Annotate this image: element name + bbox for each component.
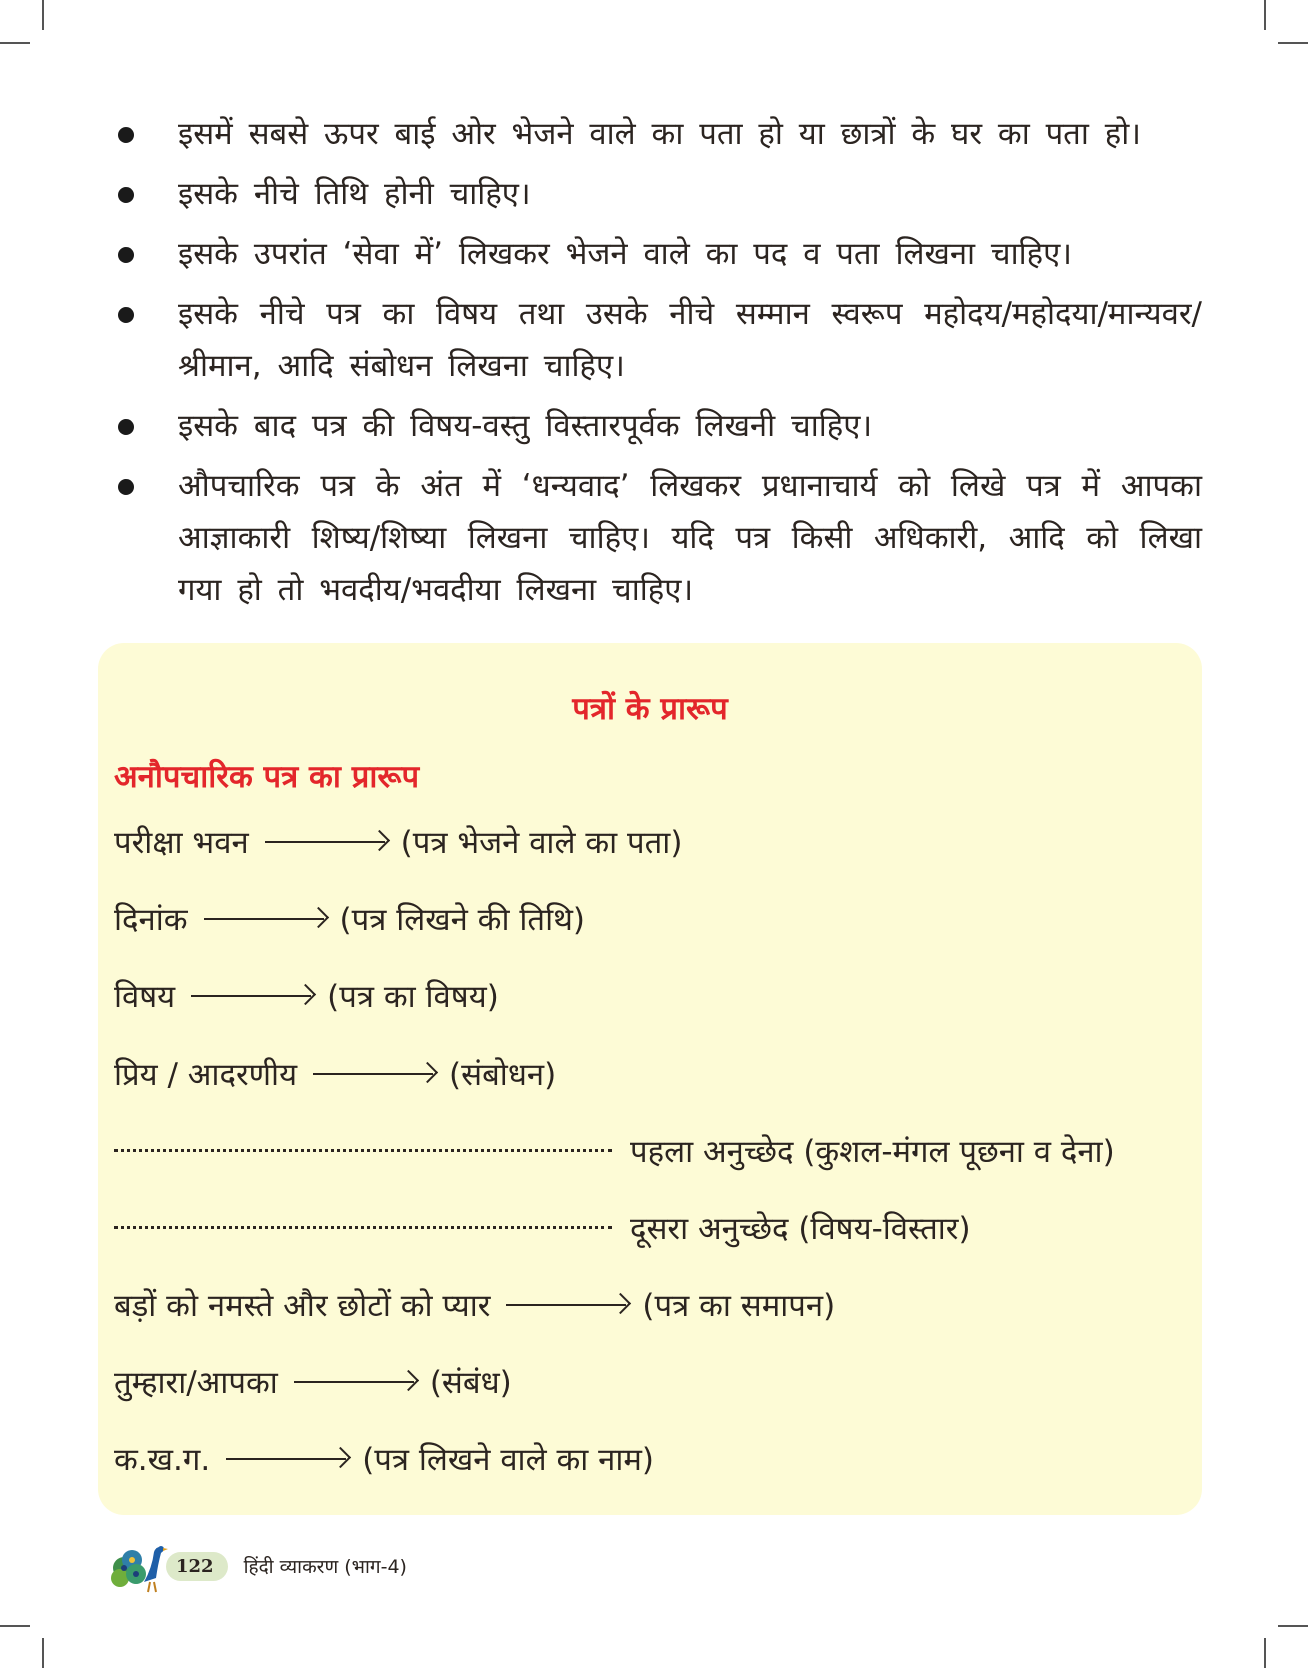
box-heading: पत्रों के प्रारूप [572,691,728,727]
row-label: दिनांक [114,902,188,938]
list-item: इसके नीचे तिथि होनी चाहिए। [110,168,1202,220]
letter-format-box [98,643,1202,1515]
dotted-line [114,1216,612,1229]
row-note: (पत्र लिखने की तिथि) [339,902,586,938]
row-label: विषय [114,979,176,1015]
row-label: परीक्षा भवन [114,825,249,861]
row-note: (पत्र भेजने वाले का पता) [400,825,683,861]
format-row-name [114,1438,654,1480]
row-label: बड़ों को नमस्ते और छोटों को प्यार [114,1288,491,1324]
bullet-icon [118,479,134,495]
format-row-date [114,898,585,940]
arrow-right-icon [294,1381,414,1383]
list-item: इसके उपरांत ‘सेवा में’ लिखकर भेजने वाले का पद व पता लिखना चाहिए। [110,228,1202,280]
bullet-icon [118,247,134,263]
arrow-right-icon [191,995,311,997]
rules-list [110,108,1202,624]
row-note: पहला अनुच्छेद (कुशल-मंगल पूछना व देना) [630,1134,1115,1170]
row-label: क.ख.ग. [114,1442,211,1478]
list-item: औपचारिक पत्र के अंत में ‘धन्यवाद’ लिखकर प्रधानाचार्य को लिखे पत्र में आपका आज्ञाकारी शिष्य/शिष्या लिखना चाहिए। यदि पत्र किसी अधिकारी, आदि को लिखा गया हो तो भवदीय/भवदीया लिखना चाहिए। [110,460,1202,616]
list-item: इसके नीचे पत्र का विषय तथा उसके नीचे सम्मान स्वरूप महोदय/महोदया/मान्यवर/ श्रीमान, आदि संबोधन लिखना चाहिए। [110,288,1202,392]
row-note: (पत्र का विषय) [327,979,499,1015]
format-row-paragraph-2 [114,1207,971,1249]
bullet-icon [118,187,134,203]
crop-mark [42,0,44,30]
arrow-right-icon [506,1304,626,1306]
row-note: (संबंध) [429,1365,512,1401]
arrow-right-icon [313,1073,433,1075]
format-row-closing [114,1284,835,1326]
bullet-icon [118,419,134,435]
row-note: दूसरा अनुच्छेद (विषय-विस्तार) [630,1211,971,1247]
crop-mark [0,1625,30,1627]
peacock-icon [110,1538,174,1594]
bullet-icon [118,307,134,323]
arrow-right-icon [265,841,385,843]
row-note: (पत्र लिखने वाले का नाम) [362,1442,655,1478]
format-row-salutation [114,1053,556,1095]
bullet-icon [118,127,134,143]
arrow-right-icon [226,1458,346,1460]
format-row-paragraph-1 [114,1130,1115,1172]
crop-mark [1264,1638,1266,1668]
box-subheading: अनौपचारिक पत्र का प्रारूप [114,759,420,795]
row-note: (संबोधन) [449,1057,557,1093]
row-label: तुम्हारा/आपका [114,1365,278,1401]
crop-mark [42,1638,44,1668]
format-row-address [114,821,682,863]
crop-mark [1278,1625,1308,1627]
page-number: 122 [166,1552,228,1581]
dotted-line [114,1139,612,1152]
book-title: हिंदी व्याकरण (भाग-4) [243,1556,407,1578]
crop-mark [1278,42,1308,44]
crop-mark [1264,0,1266,30]
crop-mark [0,42,30,44]
list-item: इसके बाद पत्र की विषय-वस्तु विस्तारपूर्वक लिखनी चाहिए। [110,400,1202,452]
page-footer [110,1538,407,1594]
format-row-relation [114,1361,512,1403]
arrow-right-icon [204,918,324,920]
format-row-subject [114,975,499,1017]
list-item: इसमें सबसे ऊपर बाई ओर भेजने वाले का पता हो या छात्रों के घर का पता हो। [110,108,1202,160]
row-note: (पत्र का समापन) [642,1288,836,1324]
row-label: प्रिय / आदरणीय [114,1057,298,1093]
